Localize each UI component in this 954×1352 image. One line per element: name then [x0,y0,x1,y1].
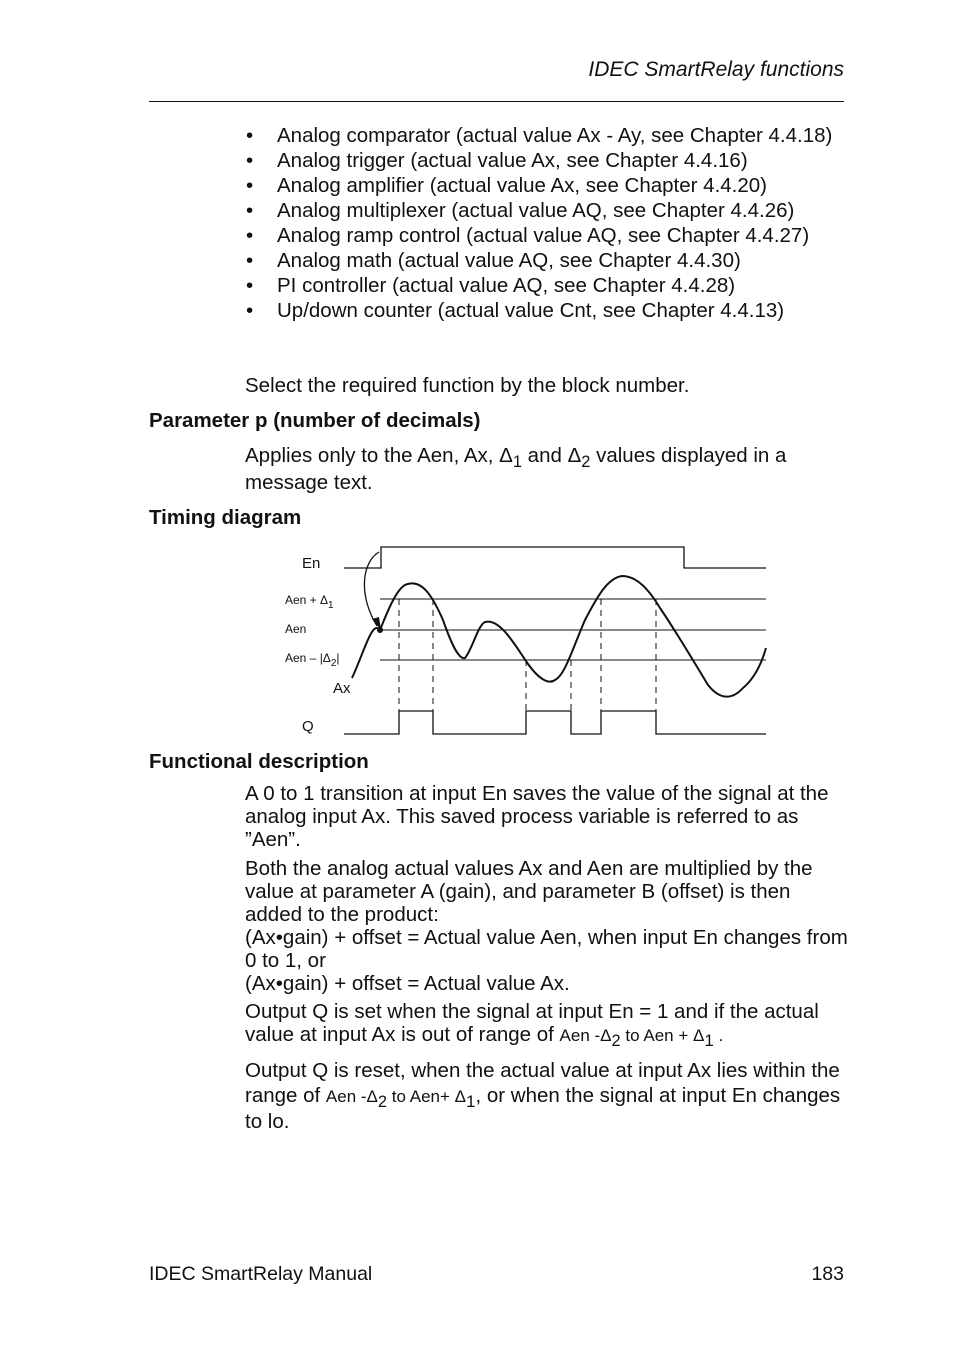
list-item: • Analog math (actual value AQ, see Chapter 4.4.30) [245,249,855,272]
footer-manual-title: IDEC SmartRelay Manual [149,1263,373,1285]
switch-markers [399,599,656,718]
en-signal [344,547,766,568]
functional-p4: Output Q is reset, when the actual value at input Ax lies within the range of Aen $-\Delta_2$ to $Aen+ \Delta_1$, or when the signal at input En changes to lo. [245,1059,841,1133]
functional-p3: Output Q is set when the signal at input En = 1 and if the actual value at input Ax is out of range of Aen $-\Delta_2$ to Aen + $\Delta_1$ . [245,1000,819,1051]
function-list [245,124,855,324]
list-item: • Up/down counter (actual value Cnt, see Chapter 4.4.13) [245,299,855,322]
running-header: IDEC SmartRelay functions [588,58,844,81]
list-item: • Analog comparator (actual value Ax - Ay, see Chapter 4.4.18) [245,124,855,147]
list-item: • Analog trigger (actual value Ax, see Chapter 4.4.16) [245,149,855,172]
label-aen: Aen [285,622,307,636]
param-description: Applies only to the Aen, Ax, $\Delta_1$ and $\Delta_2$ values displayed in a message text. [245,444,787,494]
label-q: Q [302,718,314,735]
capture-point [377,627,383,633]
functional-p2: Both the analog actual values Ax and Aen are multiplied by the value at parameter A (gain), and parameter B (offset) is then added to the product: (Ax•gain) + offset = Actual value Aen, when input En changes from 0 to 1, or (Ax•gain) + offset = Actual value Ax. [245,857,848,995]
timing-diagram [280,540,780,745]
label-en: En [302,555,321,572]
list-item: • Analog ramp control (actual value AQ, see Chapter 4.4.27) [245,224,855,247]
ax-curve [352,576,766,697]
q-signal [344,711,766,734]
timing-heading: Timing diagram [149,506,302,529]
list-item: • Analog amplifier (actual value Ax, see Chapter 4.4.20) [245,174,855,197]
page-number: 183 [811,1263,844,1285]
capture-arrow [364,552,379,626]
list-item: • PI controller (actual value AQ, see Chapter 4.4.28) [245,274,855,297]
label-aen-plus: Aen + $\Delta_1$ [285,593,334,611]
label-aen-minus: Aen – $|\Delta_2|$ [285,651,340,669]
functional-heading: Functional description [149,750,369,773]
header-rule [149,101,844,102]
param-heading: Parameter p (number of decimals) [149,409,481,432]
list-item: • Analog multiplexer (actual value AQ, see Chapter 4.4.26) [245,199,855,222]
select-instruction: Select the required function by the block number. [245,374,690,397]
label-ax: Ax [333,680,351,697]
functional-p1: A 0 to 1 transition at input En saves the value of the signal at the analog input Ax. This saved process variable is referred to as ”Aen”. [245,782,829,851]
